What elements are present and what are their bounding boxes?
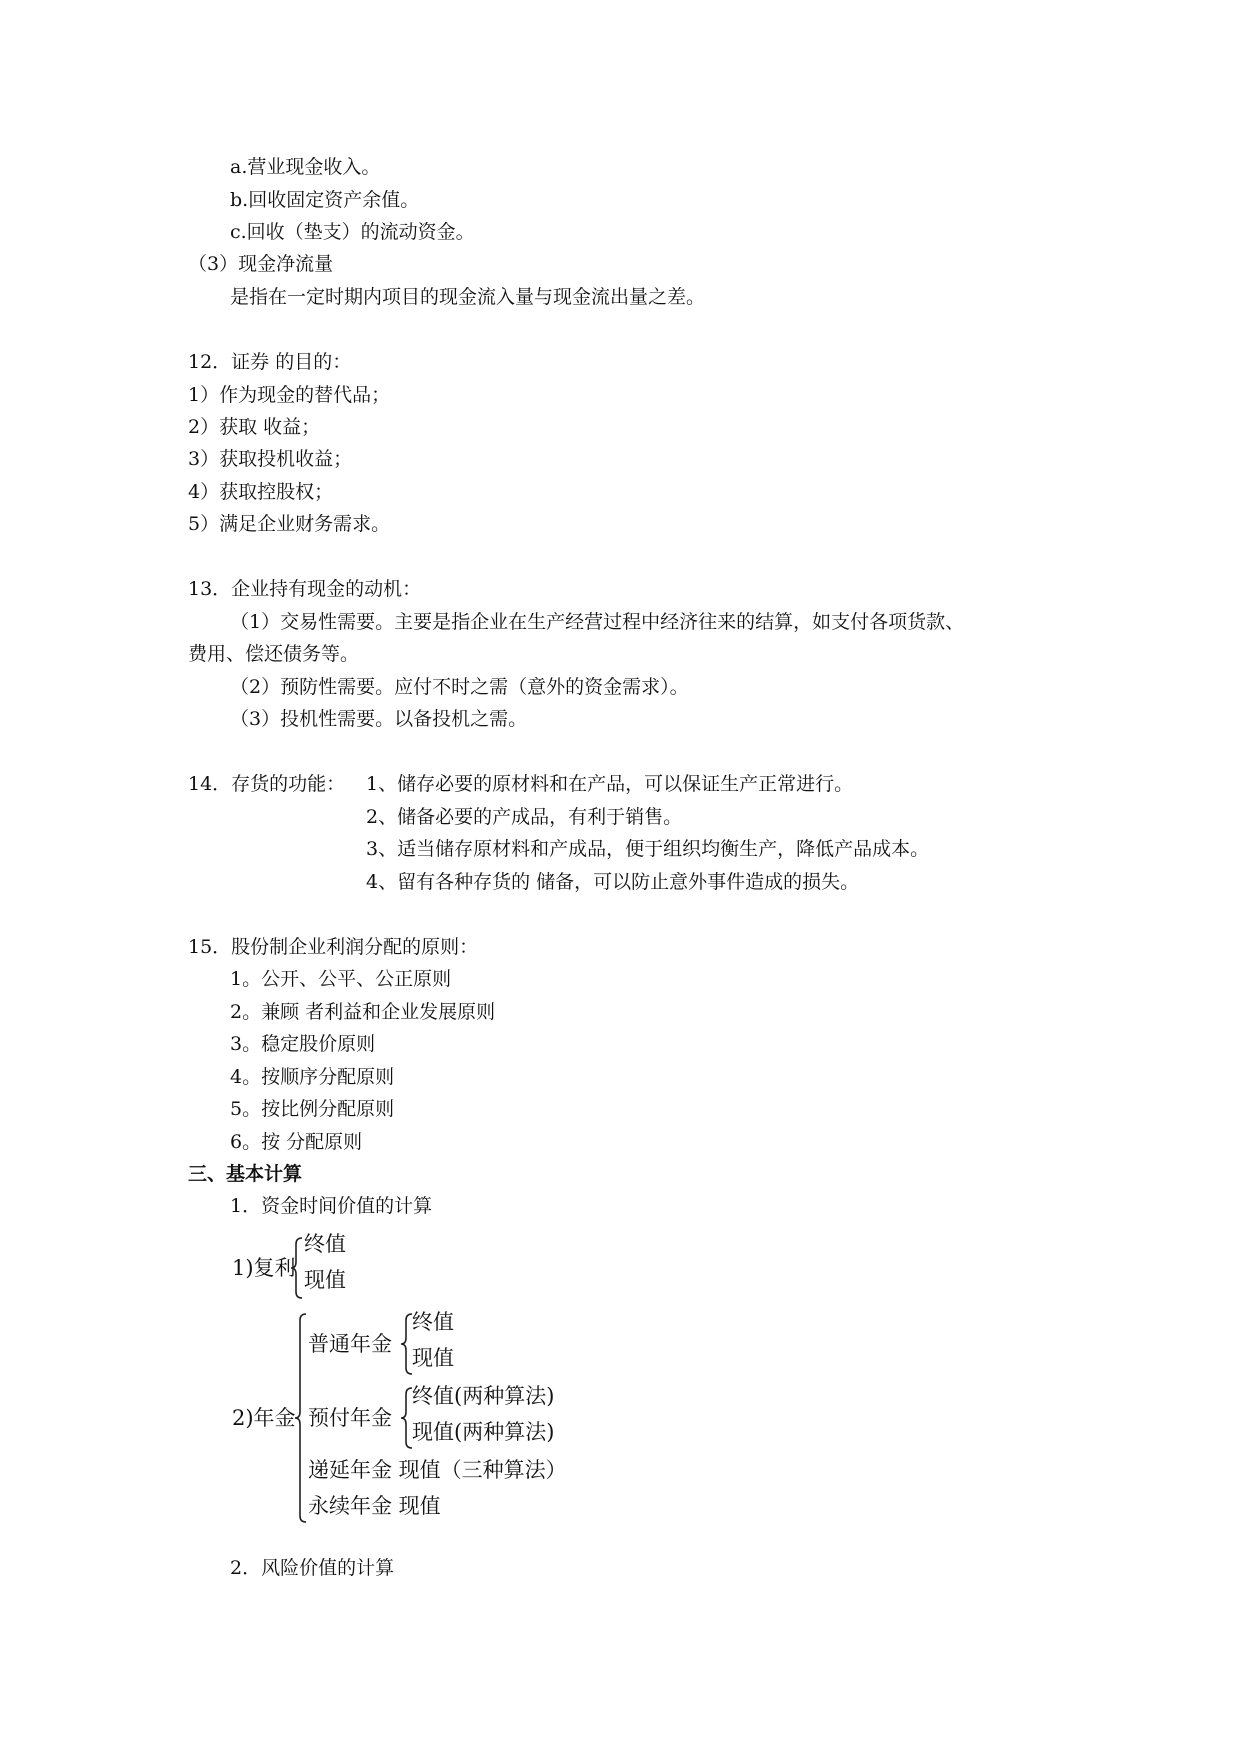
ordinary-annuity-label: 普通年金 [308,1332,392,1356]
section-13-para-2: （2）预防性需要。应付不时之需（意外的资金需求）。 [230,676,689,698]
cash-inflow-item-c: c.回收（垫支）的流动资金。 [230,221,475,243]
section-14-item: 3、适当储存原材料和产成品，便于组织均衡生产，降低产品成本。 [366,838,930,860]
section-14-title: 14．存货的功能： [188,773,346,795]
annuity-brace [294,1312,308,1524]
compound-item: 现值 [304,1268,346,1292]
prepaid-annuity-item: 终值(两种算法) [412,1384,555,1408]
section-12-item: 4）获取控股权； [188,481,334,503]
section-13-para-3: （3）投机性需要。以备投机之需。 [230,708,528,730]
ordinary-annuity-item: 现值 [412,1346,454,1370]
cash-inflow-item-b: b.回收固定资产余值。 [230,189,420,211]
section-heading-basic-calc: 三、基本计算 [188,1163,303,1185]
section-15-item: 4。按顺序分配原则 [230,1066,395,1088]
deferred-annuity: 递延年金 现值（三种算法） [308,1458,567,1482]
section-12-item: 5）满足企业财务需求。 [188,513,391,535]
section-12-item: 2）获取 收益； [188,416,321,438]
section-15-item: 1。公开、公平、公正原则 [230,968,452,990]
subsection-risk-value: 2．风险价值的计算 [230,1557,395,1579]
section-15-item: 2。兼顾 者利益和企业发展原则 [230,1001,496,1023]
cash-inflow-item-a: a.营业现金收入。 [230,156,381,178]
perpetual-annuity: 永续年金 现值 [308,1494,441,1518]
net-cash-flow-desc: 是指在一定时期内项目的现金流入量与现金流出量之差。 [230,286,706,308]
compound-label: 1)复利 [232,1256,296,1280]
section-12-item: 1）作为现金的替代品； [188,384,391,406]
section-13-title: 13．企业持有现金的动机： [188,578,422,600]
section-15-title: 15．股份制企业利润分配的原则： [188,936,479,958]
section-15-item: 6。按 分配原则 [230,1131,363,1153]
section-12-title: 12．证券 的目的： [188,351,352,373]
compound-item: 终值 [304,1232,346,1256]
annuity-label: 2)年金 [232,1406,296,1430]
ordinary-annuity-item: 终值 [412,1310,454,1334]
section-14-item: 1、储存必要的原材料和在产品，可以保证生产正常进行。 [366,773,854,795]
net-cash-flow-title: （3）现金净流量 [188,253,334,275]
section-13-para-1-cont: 费用、偿还债务等。 [188,643,360,665]
section-15-item: 5。按比例分配原则 [230,1098,395,1120]
prepaid-annuity-item: 现值(两种算法) [412,1420,555,1444]
section-14-item: 4、留有各种存货的 储备，可以防止意外事件造成的损失。 [366,871,860,893]
section-15-item: 3。稳定股价原则 [230,1033,376,1055]
section-14-item: 2、储备必要的产成品，有利于销售。 [366,806,683,828]
section-12-item: 3）获取投机收益； [188,448,353,470]
subsection-time-value: 1．资金时间价值的计算 [230,1195,433,1217]
prepaid-annuity-label: 预付年金 [308,1406,392,1430]
section-13-para-1: （1）交易性需要。主要是指企业在生产经营过程中经济往来的结算，如支付各项货款、 [230,611,965,633]
compound-brace [290,1236,304,1300]
